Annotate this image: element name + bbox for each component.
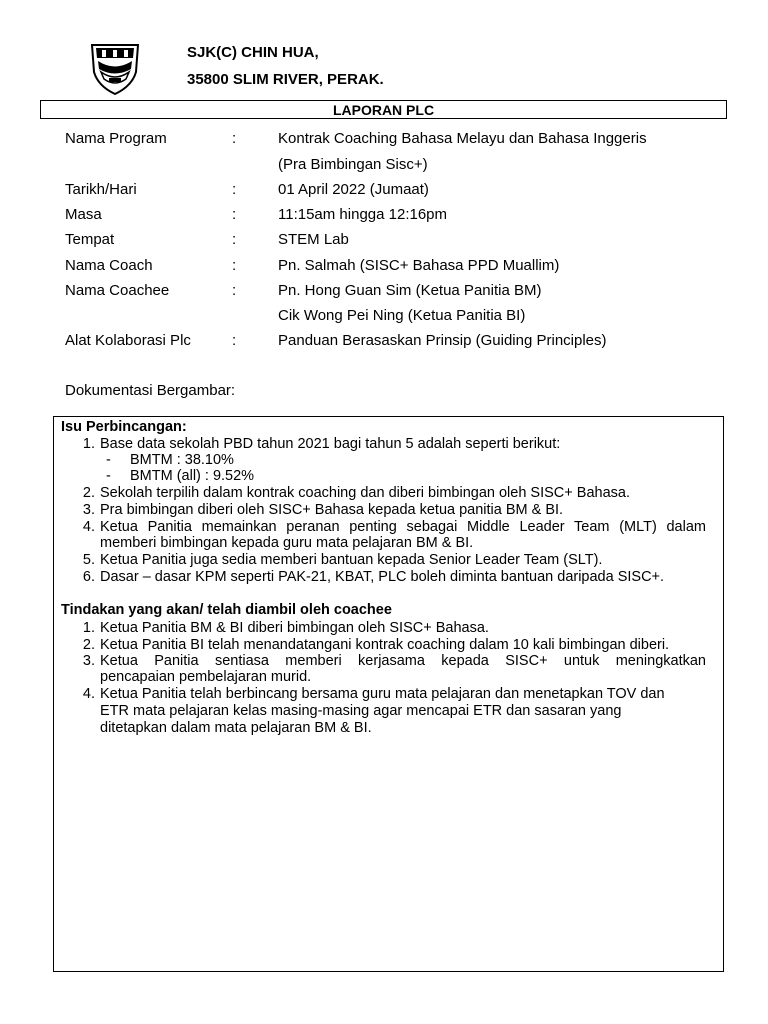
sub-text: BMTM (all) : 9.52% xyxy=(130,468,255,484)
coachee-value-cont: Cik Wong Pei Ning (Ketua Panitia BI) xyxy=(278,307,526,324)
list-text-cont: ditetapkan dalam mata pelajaran BM & BI. xyxy=(100,720,372,736)
list-number: 5. xyxy=(82,552,95,568)
list-text: Pra bimbingan diberi oleh SISC+ Bahasa kepada ketua panitia BM & BI. xyxy=(100,502,564,518)
list-text: Ketua Panitia memainkan peranan penting sebagai Middle Leader Team (MLT) dalam xyxy=(100,519,706,535)
list-text: Ketua Panitia BM & BI diberi bimbingan oleh SISC+ Bahasa. xyxy=(100,620,489,636)
list-text: Ketua Panitia BI telah menandatangani kontrak coaching dalam 10 kali bimbingan diberi. xyxy=(100,637,670,653)
list-text-cont: memberi bimbingan kepada guru mata pelajaran BM & BI. xyxy=(100,535,474,551)
time-label: Masa xyxy=(65,206,102,223)
list-number: 1. xyxy=(82,620,95,636)
list-number: 3. xyxy=(82,502,95,518)
program-value-cont: (Pra Bimbingan Sisc+) xyxy=(278,156,428,173)
sub-dash: - xyxy=(106,452,111,468)
colon: : xyxy=(232,231,237,248)
date-value: 01 April 2022 (Jumaat) xyxy=(278,181,429,198)
colon: : xyxy=(232,130,237,147)
colon: : xyxy=(232,257,237,274)
list-text-cont: pencapaian pembelajaran murid. xyxy=(100,669,312,685)
tool-label: Alat Kolaborasi Plc xyxy=(65,332,191,349)
school-address: 35800 SLIM RIVER, PERAK. xyxy=(187,71,384,88)
colon: : xyxy=(232,332,237,349)
place-value: STEM Lab xyxy=(278,231,349,248)
list-number: 6. xyxy=(82,569,95,585)
place-label: Tempat xyxy=(65,231,115,248)
school-crest-icon xyxy=(88,42,142,96)
sub-dash: - xyxy=(106,468,111,484)
list-text: Base data sekolah PBD tahun 2021 bagi tahun 5 adalah seperti berikut: xyxy=(100,436,561,452)
time-value: 11:15am hingga 12:16pm xyxy=(278,206,448,223)
list-text: Ketua Panitia sentiasa memberi kerjasama kepada SISC+ untuk meningkatkan xyxy=(100,653,706,669)
list-number: 4. xyxy=(82,686,95,702)
coachee-value: Pn. Hong Guan Sim (Ketua Panitia BM) xyxy=(278,282,542,299)
issues-heading: Isu Perbincangan: xyxy=(61,419,187,435)
list-text: Ketua Panitia telah berbincang bersama guru mata pelajaran dan menetapkan TOV dan xyxy=(100,686,665,702)
coach-label: Nama Coach xyxy=(65,257,153,274)
coach-value: Pn. Salmah (SISC+ Bahasa PPD Muallim) xyxy=(278,257,560,274)
list-text: Dasar – dasar KPM seperti PAK-21, KBAT, PLC boleh diminta bantuan daripada SISC+. xyxy=(100,569,665,585)
colon: : xyxy=(232,282,237,299)
list-number: 3. xyxy=(82,653,95,669)
actions-heading: Tindakan yang akan/ telah diambil oleh coachee xyxy=(61,602,392,618)
school-name: SJK(C) CHIN HUA, xyxy=(187,44,319,61)
list-number: 4. xyxy=(82,519,95,535)
coachee-label: Nama Coachee xyxy=(65,282,170,299)
list-text-cont: ETR mata pelajaran kelas masing-masing agar mencapai ETR dan sasaran yang xyxy=(100,703,622,719)
colon: : xyxy=(232,181,237,198)
program-value: Kontrak Coaching Bahasa Melayu dan Bahasa Inggeris xyxy=(278,130,647,147)
colon: : xyxy=(232,206,237,223)
list-text: Ketua Panitia juga sedia memberi bantuan kepada Senior Leader Team (SLT). xyxy=(100,552,603,568)
documentation-label: Dokumentasi Bergambar: xyxy=(65,382,236,399)
date-label: Tarikh/Hari xyxy=(65,181,137,198)
list-number: 2. xyxy=(82,485,95,501)
list-text: Sekolah terpilih dalam kontrak coaching dan diberi bimbingan oleh SISC+ Bahasa. xyxy=(100,485,630,501)
program-label: Nama Program xyxy=(65,130,167,147)
list-number: 1. xyxy=(82,436,95,452)
sub-text: BMTM : 38.10% xyxy=(130,452,234,468)
report-title: LAPORAN PLC xyxy=(40,100,727,119)
tool-value: Panduan Berasaskan Prinsip (Guiding Principles) xyxy=(278,332,607,349)
list-number: 2. xyxy=(82,637,95,653)
